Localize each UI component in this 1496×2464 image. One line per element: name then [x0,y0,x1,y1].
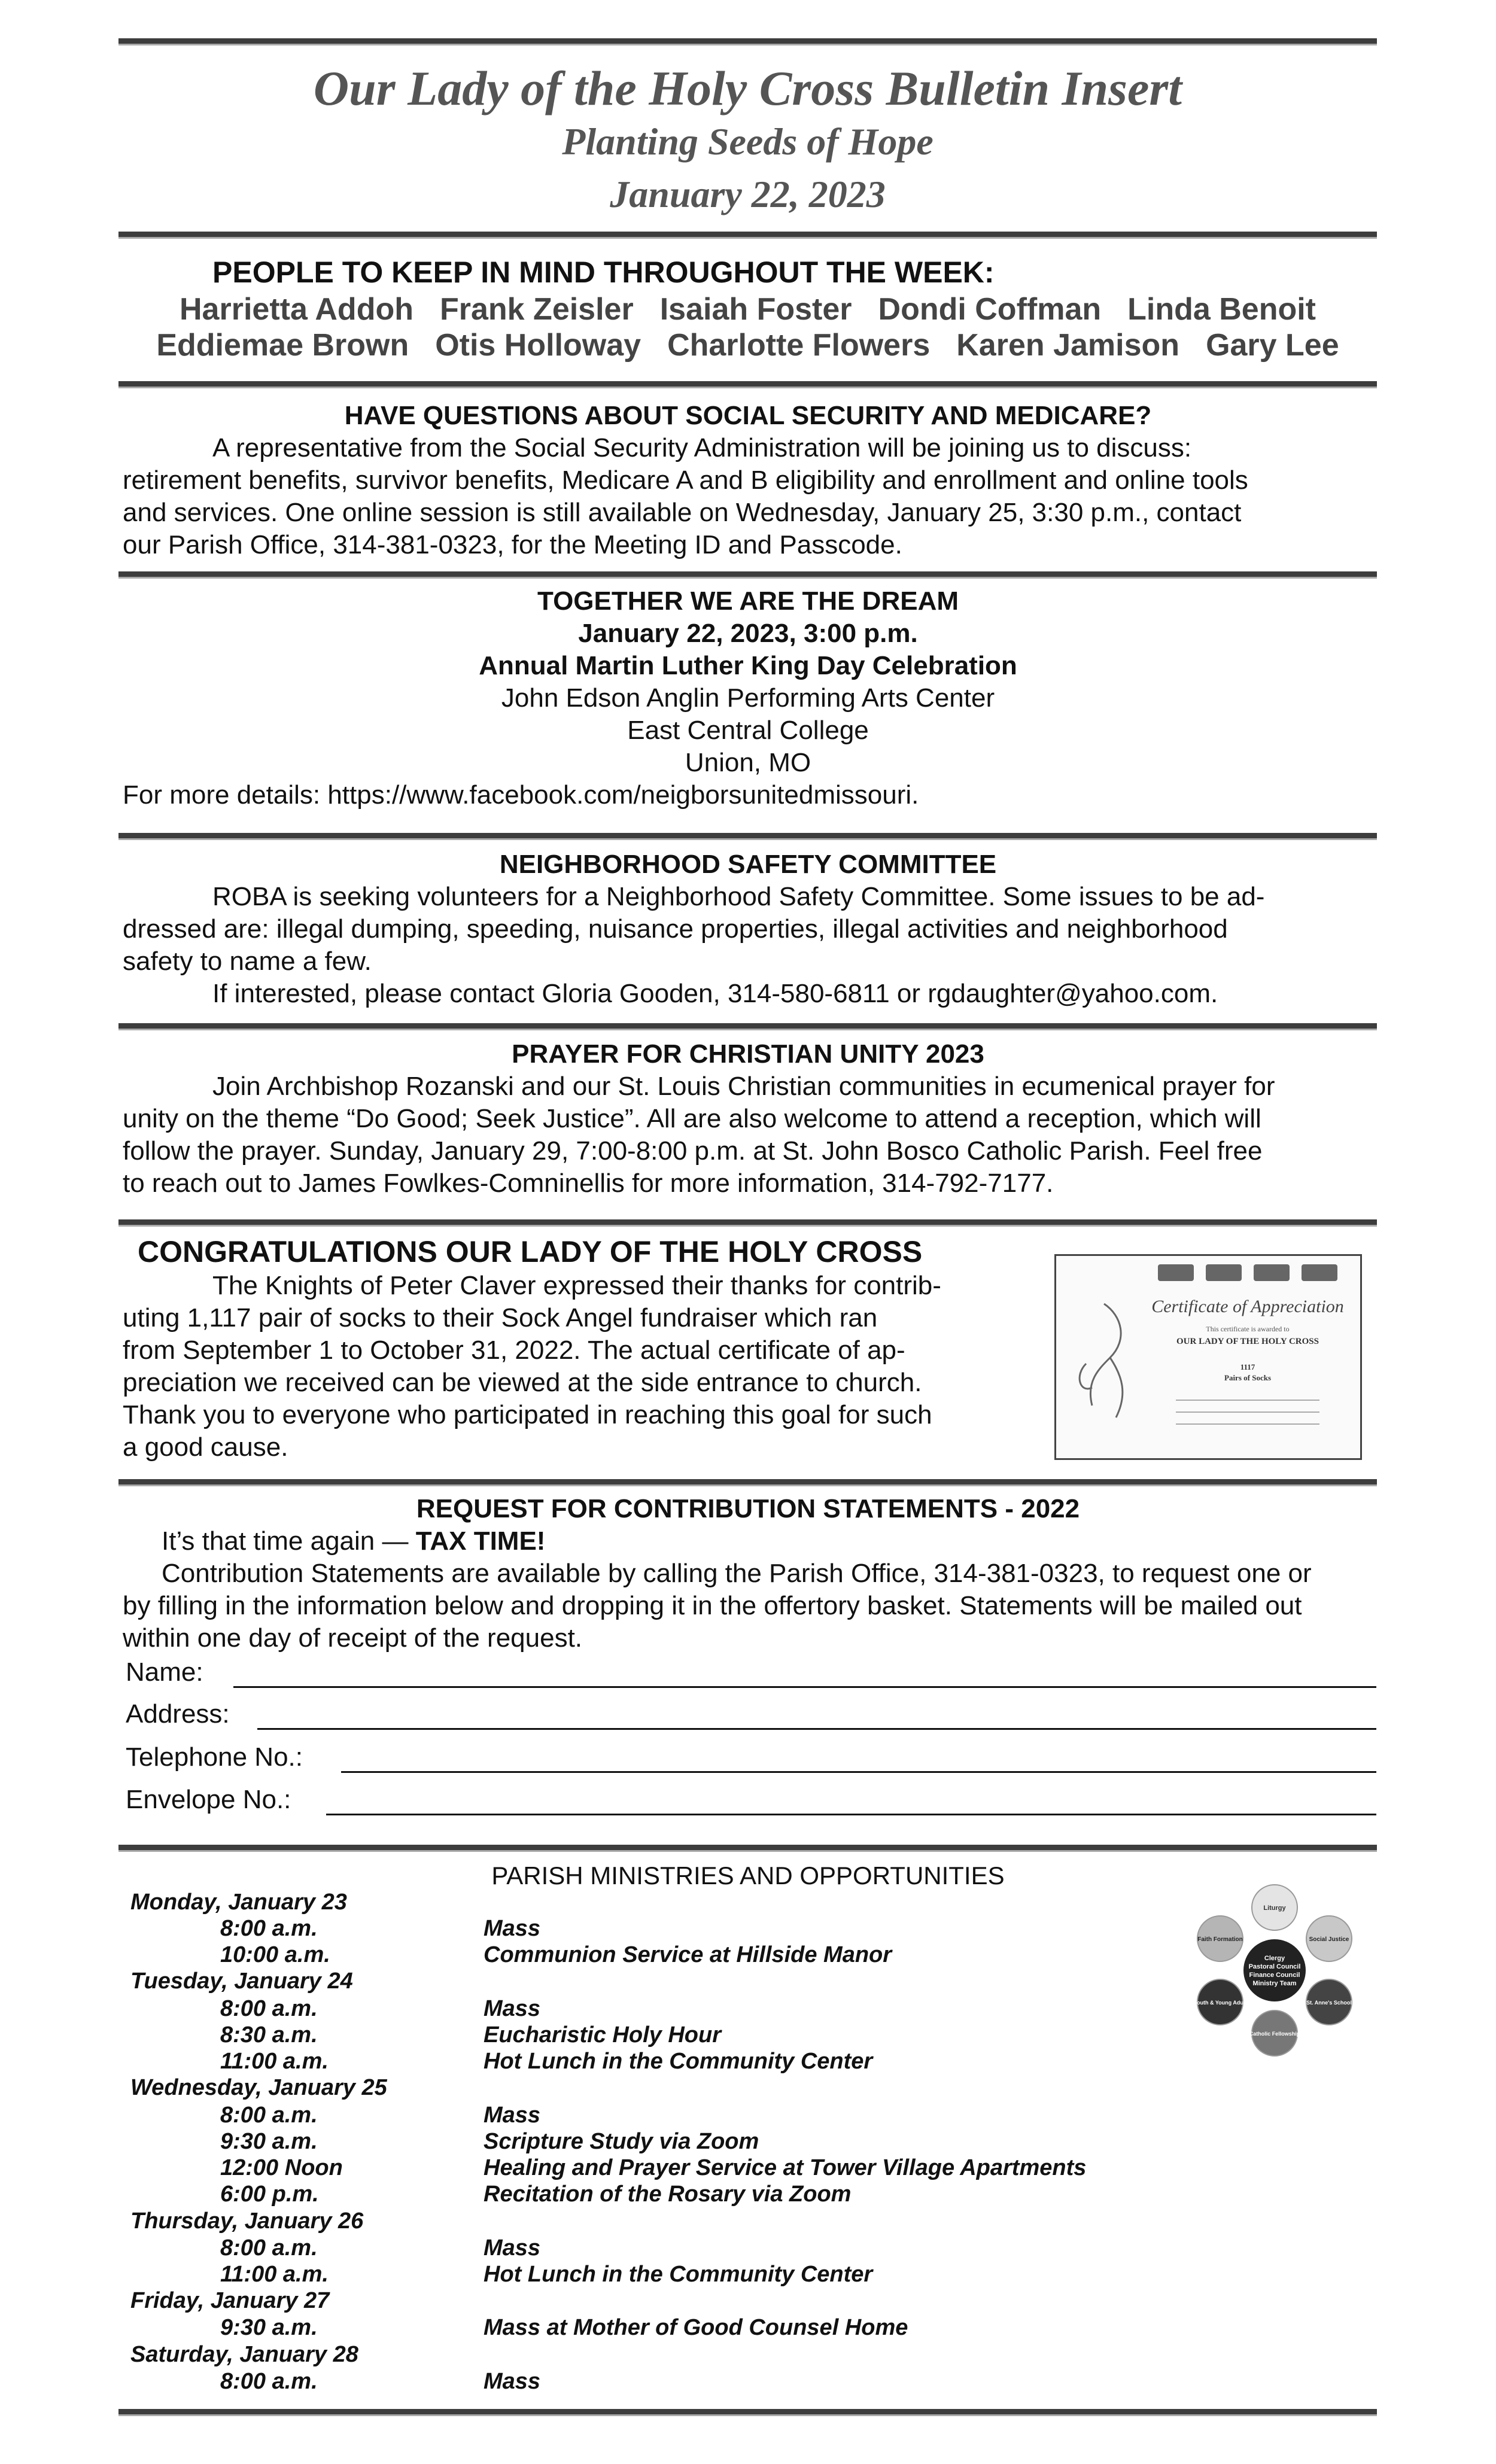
telephone-input-line[interactable] [341,1771,1376,1773]
divider [118,232,1377,239]
certificate-awarded-text: This certificate is awarded to [1206,1325,1290,1333]
certificate-count: 1117 [1240,1362,1255,1371]
schedule-event: Mass [484,1996,541,2021]
schedule-event: Hot Lunch in the Community Center [484,2049,873,2074]
ministry-diagram [1188,1884,1361,2057]
schedule-event: Communion Service at Hillside Manor [484,1942,892,1967]
schedule-time: 9:30 a.m. [220,2315,318,2340]
schedule-day: Wednesday, January 25 [130,2075,387,2100]
social-security-section [123,400,1373,561]
envelope-field-label: Envelope No.: [126,1785,291,1814]
section-heading: NEIGHBORHOOD SAFETY COMMITTEE [499,850,997,879]
paragraph-line: uting 1,117 pair of socks to their Sock Angel fundraiser which ran [123,1303,878,1333]
schedule-day: Saturday, January 28 [130,2342,358,2367]
paragraph-line: a good cause. [123,1432,288,1462]
diagram-petal-label: Youth & Young Adult [1193,2000,1247,2006]
event-college: East Central College [627,716,869,745]
schedule-event: Hot Lunch in the Community Center [484,2262,873,2287]
paragraph-line: within one day of receipt of the request. [123,1623,583,1653]
diagram-petal-label: Social Justice [1309,1936,1349,1943]
schedule-event: Mass [484,1916,541,1941]
schedule-day: Friday, January 27 [130,2288,330,2313]
divider [118,1219,1377,1227]
person-name: Frank Zeisler [440,292,634,327]
paragraph-line: preciation we received can be viewed at the side entrance to church. [123,1368,922,1397]
address-input-line[interactable] [257,1728,1376,1730]
envelope-input-line[interactable] [326,1814,1376,1815]
diagram-center-label: Finance Council [1249,1972,1300,1979]
schedule-event: Mass at Mother of Good Counsel Home [484,2315,908,2340]
paragraph-line: dressed are: illegal dumping, speeding, nuisance properties, illegal activities and neighborhood [123,914,1228,944]
paragraph-line: If interested, please contact Gloria Gooden, 314-580-6811 or rgdaughter@yahoo.com. [212,979,1218,1008]
schedule-time: 8:00 a.m. [220,1916,318,1941]
diagram-petal-label: St. Anne's School [1306,2000,1352,2006]
schedule-event: Recitation of the Rosary via Zoom [484,2182,852,2207]
diagram-petal-label: Liturgy [1263,1905,1286,1912]
divider [118,1479,1377,1486]
divider [118,833,1377,840]
event-name: Annual Martin Luther King Day Celebration [479,651,1017,680]
paragraph-line: Join Archbishop Rozanski and our St. Louis Christian communities in ecumenical prayer for [212,1072,1275,1101]
schedule-event: Scripture Study via Zoom [484,2129,759,2154]
paragraph-line: A representative from the Social Security Administration will be joining us to discuss: [212,433,1192,463]
schedule-time: 12:00 Noon [220,2155,343,2180]
bulletin-subtitle: Planting Seeds of Hope [562,120,934,163]
angel-sketch-icon [1068,1292,1146,1435]
schedule-event: Healing and Prayer Service at Tower Village Apartments [484,2155,1087,2180]
kpc-logo-icon [1254,1264,1290,1281]
section-heading: REQUEST FOR CONTRIBUTION STATEMENTS - 2022 [416,1494,1080,1523]
schedule-time: 6:00 p.m. [220,2182,319,2207]
people-heading: PEOPLE TO KEEP IN MIND THROUGHOUT THE WEEK: [212,255,995,289]
people-row-1 [118,290,1377,328]
divider [118,571,1377,579]
contribution-section [123,1493,1373,1654]
schedule-event: Mass [484,2369,541,2394]
diagram-petal-label: Faith Formation [1197,1936,1243,1943]
paragraph-line: Contribution Statements are available by calling the Parish Office, 314-381-0323, to request one or [162,1559,1312,1588]
person-name: Linda Benoit [1127,292,1316,327]
unity-section [123,1038,1373,1200]
event-details-link[interactable]: For more details: https://www.facebook.com/neigborsunitedmissouri. [123,780,919,810]
section-heading: TOGETHER WE ARE THE DREAM [537,586,959,616]
bottom-rule [118,2409,1377,2416]
paragraph-line: safety to name a few. [123,947,372,976]
person-name: Eddiemae Brown [156,328,409,363]
kpc-logo-icon [1206,1264,1242,1281]
event-venue: John Edson Anglin Performing Arts Center [501,683,995,713]
section-heading: PRAYER FOR CHRISTIAN UNITY 2023 [512,1039,984,1069]
top-rule [118,38,1377,45]
paragraph-line: retirement benefits, survivor benefits, Medicare A and B eligibility and enrollment and online tools [123,466,1248,495]
section-heading: CONGRATULATIONS OUR LADY OF THE HOLY CROSS [138,1235,923,1268]
telephone-field-label: Telephone No.: [126,1742,303,1772]
schedule-day: Monday, January 23 [130,1890,347,1915]
schedule-time: 11:00 a.m. [220,2262,329,2287]
signature-line [1176,1423,1319,1425]
paragraph-line: Thank you to everyone who participated in reaching this goal for such [123,1400,932,1429]
safety-section [123,848,1373,1010]
person-name: Harrietta Addoh [180,292,413,327]
person-name: Gary Lee [1206,328,1339,363]
envelope-field[interactable] [126,1785,1376,1817]
dream-section [123,585,1373,811]
ministries-heading: PARISH MINISTRIES AND OPPORTUNITIES [491,1861,1005,1890]
schedule-time: 8:00 a.m. [220,1996,318,2021]
diagram-petal-label: Catholic Fellowship [1249,2031,1300,2037]
diagram-center-label: Pastoral Council [1248,1963,1301,1970]
bulletin-title: Our Lady of the Holy Cross Bulletin Insert [313,61,1182,115]
congrats-section [123,1234,1038,1464]
person-name: Isaiah Foster [659,292,852,327]
schedule-time: 9:30 a.m. [220,2129,318,2154]
diagram-center [1243,1939,1306,2001]
tax-time-emphasis: TAX TIME! [415,1526,546,1556]
schedule-day: Tuesday, January 24 [130,1969,353,1994]
section-heading: HAVE QUESTIONS ABOUT SOCIAL SECURITY AND MEDICARE? [344,401,1152,430]
name-input-line[interactable] [233,1686,1376,1688]
tax-prefix: It’s that time again — [162,1526,416,1556]
paragraph-line: The Knights of Peter Claver expressed their thanks for contrib- [212,1271,941,1300]
telephone-field[interactable] [126,1742,1376,1775]
schedule-event: Mass [484,2103,541,2128]
divider [118,1845,1377,1852]
divider [118,381,1377,388]
schedule-event: Eucharistic Holy Hour [484,2022,721,2048]
diagram-center-label: Clergy [1264,1955,1285,1962]
paragraph-line: and services. One online session is still available on Wednesday, January 25, 3:30 p.m., contact [123,498,1242,527]
person-name: Dondi Coffman [878,292,1102,327]
schedule-time: 8:00 a.m. [220,2103,318,2128]
bulletin-date: January 22, 2023 [610,173,886,215]
certificate-item: Pairs of Socks [1224,1373,1271,1382]
schedule-day: Thursday, January 26 [130,2209,364,2234]
diagram-center-label: Ministry Team [1252,1980,1297,1987]
address-field-label: Address: [126,1699,230,1729]
certificate-title: Certificate of Appreciation [1151,1297,1344,1316]
address-field[interactable] [126,1699,1376,1732]
signature-line [1176,1400,1319,1401]
schedule-time: 10:00 a.m. [220,1942,330,1967]
schedule-time: 8:00 a.m. [220,2235,318,2261]
name-field-label: Name: [126,1657,203,1687]
event-datetime: January 22, 2023, 3:00 p.m. [578,619,918,648]
paragraph-line: ROBA is seeking volunteers for a Neighborhood Safety Committee. Some issues to be ad- [212,882,1265,911]
divider [118,1023,1377,1030]
knights-logo-icon [1158,1264,1194,1281]
event-city: Union, MO [685,748,811,777]
paragraph-line: follow the prayer. Sunday, January 29, 7:00-8:00 p.m. at St. John Bosco Catholic Parish. Feel free [123,1136,1263,1166]
paragraph-line: to reach out to James Fowlkes-Comninellis for more information, 314-792-7177. [123,1169,1054,1198]
paragraph-line: from September 1 to October 31, 2022. The actual certificate of ap- [123,1336,905,1365]
schedule-time: 11:00 a.m. [220,2049,329,2074]
schedule-time: 8:00 a.m. [220,2369,318,2394]
person-name: Karen Jamison [956,328,1180,363]
certificate-image [1054,1254,1362,1460]
schedule-time: 8:30 a.m. [220,2022,318,2048]
people-row-2 [118,326,1377,364]
paragraph-line: our Parish Office, 314-381-0323, for the Meeting ID and Passcode. [123,530,902,559]
ladies-logo-icon [1302,1264,1337,1281]
certificate-recipient: OUR LADY OF THE HOLY CROSS [1176,1337,1319,1346]
paragraph-line: by filling in the information below and dropping it in the offertory basket. Statements will be mailed out [123,1591,1302,1620]
schedule-event: Mass [484,2235,541,2261]
name-field[interactable] [126,1657,1376,1690]
person-name: Charlotte Flowers [667,328,931,363]
paragraph-line: unity on the theme “Do Good; Seek Justice”. All are also welcome to attend a reception, which will [123,1104,1261,1133]
person-name: Otis Holloway [435,328,641,363]
signature-line [1176,1412,1319,1413]
tax-time-line [123,1525,1373,1558]
